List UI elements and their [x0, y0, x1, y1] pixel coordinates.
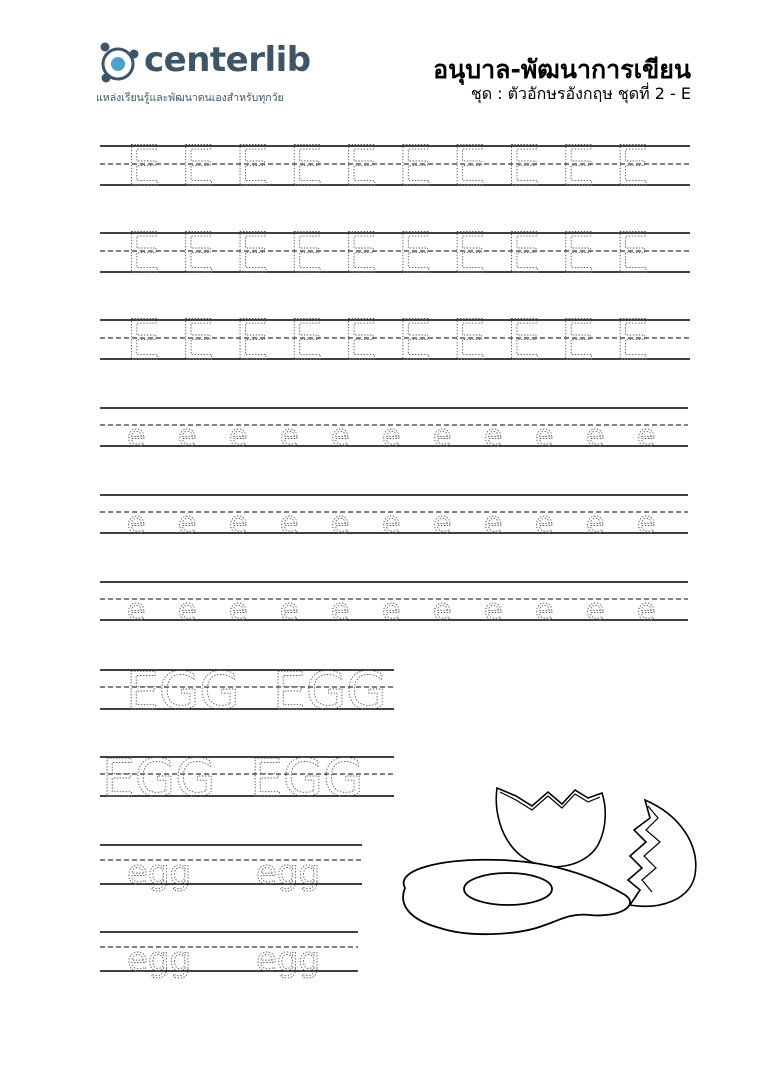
- trace-letter-lowercase: e: [127, 419, 146, 454]
- page-subtitle: ชุด : ตัวอักษรอังกฤษ ชุดที่ 2 - E: [470, 84, 691, 103]
- trace-letter-lowercase: e: [535, 506, 554, 541]
- trace-word-caps: EGG: [102, 749, 216, 809]
- trace-word-caps: EGG: [250, 749, 364, 809]
- trace-word-lowercase: egg: [127, 940, 192, 980]
- trace-letter-lowercase: e: [331, 506, 350, 541]
- trace-letter-uppercase: E: [343, 221, 378, 285]
- trace-letter-uppercase: E: [234, 134, 270, 198]
- trace-letter-uppercase: E: [560, 308, 596, 372]
- trace-letter-lowercase: e: [280, 419, 299, 454]
- trace-letter-lowercase: e: [382, 593, 401, 628]
- trace-letter-lowercase: e: [586, 506, 605, 541]
- trace-letter-uppercase: E: [234, 221, 270, 285]
- trace-letter-uppercase: E: [180, 221, 216, 285]
- trace-letter-uppercase: E: [288, 134, 324, 198]
- trace-letter-lowercase: e: [280, 593, 299, 628]
- trace-letter-uppercase: E: [288, 221, 324, 285]
- trace-letter-lowercase: e: [229, 419, 248, 454]
- trace-letter-uppercase: E: [397, 308, 433, 372]
- trace-letter-lowercase: e: [382, 506, 401, 541]
- trace-letter-lowercase: e: [535, 593, 554, 628]
- trace-letter-lowercase: e: [280, 506, 299, 541]
- trace-letter-uppercase: E: [451, 308, 487, 372]
- trace-letter-lowercase: e: [433, 593, 452, 628]
- brand-tagline: แหล่งเรียนรู้และพัฒนาตนเองสำหรับทุกวัย: [96, 92, 284, 104]
- trace-letter-lowercase: e: [178, 419, 197, 454]
- trace-letter-lowercase: e: [535, 419, 554, 454]
- trace-letter-lowercase: e: [331, 593, 350, 628]
- trace-letter-uppercase: E: [126, 221, 161, 285]
- trace-letter-uppercase: E: [234, 308, 270, 372]
- trace-letter-lowercase: e: [637, 419, 656, 454]
- trace-letter-uppercase: E: [343, 134, 378, 198]
- trace-letter-lowercase: e: [484, 419, 503, 454]
- trace-word-caps: EGG: [126, 662, 240, 722]
- trace-letter-lowercase: e: [229, 506, 248, 541]
- page-title: อนุบาล-พัฒนาการเขียน: [433, 55, 691, 84]
- trace-letter-uppercase: E: [506, 134, 541, 198]
- trace-letter-uppercase: E: [397, 221, 433, 285]
- trace-letter-lowercase: e: [127, 593, 146, 628]
- trace-letter-lowercase: e: [229, 593, 248, 628]
- trace-letter-lowercase: e: [484, 506, 503, 541]
- trace-letter-uppercase: E: [451, 221, 487, 285]
- trace-letter-uppercase: E: [560, 221, 596, 285]
- brand-name: centerlib: [144, 40, 311, 80]
- trace-letter-lowercase: e: [433, 419, 452, 454]
- trace-word-lowercase: egg: [256, 853, 321, 893]
- trace-letter-lowercase: e: [484, 593, 503, 628]
- trace-letter-uppercase: E: [126, 308, 161, 372]
- trace-letter-uppercase: E: [506, 308, 541, 372]
- trace-letter-uppercase: E: [560, 134, 596, 198]
- trace-letter-uppercase: E: [614, 221, 650, 285]
- trace-letter-uppercase: E: [126, 134, 161, 198]
- trace-letter-lowercase: e: [637, 593, 656, 628]
- trace-letter-lowercase: e: [637, 506, 656, 541]
- trace-word-lowercase: egg: [256, 940, 321, 980]
- trace-letter-uppercase: E: [614, 134, 650, 198]
- trace-letter-uppercase: E: [288, 308, 324, 372]
- trace-letter-uppercase: E: [397, 134, 433, 198]
- trace-letter-lowercase: e: [586, 419, 605, 454]
- trace-letter-lowercase: e: [433, 506, 452, 541]
- trace-letter-lowercase: e: [127, 506, 146, 541]
- trace-letter-uppercase: E: [180, 308, 216, 372]
- trace-letter-uppercase: E: [451, 134, 487, 198]
- trace-letter-uppercase: E: [343, 308, 378, 372]
- trace-letter-lowercase: e: [178, 593, 197, 628]
- cracked-egg-icon: [403, 788, 696, 934]
- trace-letter-lowercase: e: [586, 593, 605, 628]
- trace-letter-uppercase: E: [506, 221, 541, 285]
- trace-word-lowercase: egg: [127, 853, 192, 893]
- trace-letter-uppercase: E: [614, 308, 650, 372]
- trace-letter-lowercase: e: [382, 419, 401, 454]
- trace-letter-lowercase: e: [331, 419, 350, 454]
- trace-word-caps: EGG: [273, 662, 387, 722]
- trace-letter-uppercase: E: [180, 134, 216, 198]
- trace-letter-lowercase: e: [178, 506, 197, 541]
